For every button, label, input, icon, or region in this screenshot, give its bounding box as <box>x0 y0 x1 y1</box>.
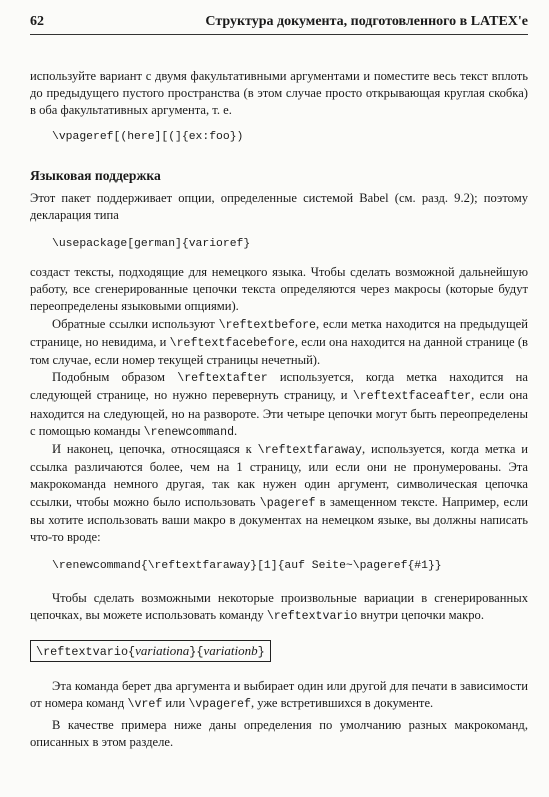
paragraph-7: Чтобы сделать возможными некоторые произвольные вариации в сгенерированных цепочках, вы можете использовать команду \reftextvario внутри цепочки макро. <box>30 591 528 624</box>
paragraph-8: Эта команда берет два аргумента и выбирает один или другой для печати в зависимости от номера команд \vref или \vpageref, уже встретившихся в документе. <box>30 678 528 711</box>
paragraph-5: Подобным образом \reftextafter используется, когда метка находится на следующей странице, но нужно перевернуть страницу, и \reftextfaceafter, если она находится на следующей, но на развороте. Эти четыре цепочки могут быть переопределены с помощью команды \renewcommand. <box>30 370 529 439</box>
paragraph-1: используйте вариант с двумя факультативными аргументами и поместите весь текст вплоть до предыдущего пустого пространства (в этом случае просто открывающая круглая скобка) в оба факультативных аргумента, т. е. <box>30 69 528 118</box>
running-title: Структура документа, подготовленного в LATEX'е <box>205 14 528 29</box>
running-header <box>30 14 528 35</box>
paragraph-3: создаст тексты, подходящие для немецкого языка. Чтобы сделать возможной дальнейшую работу, все сгенерированные цепочки текста определяются через макросы (которые будут переопределены языковыми опциями). <box>30 265 528 314</box>
paragraph-6: И наконец, цепочка, относящаяся к \reftextfaraway, используется, когда метка и ссылка различаются более, чем на 1 страницу, или если они не пронумерованы. Эта макрокоманда немного другая, так как нужен один аргумент, символическая цепочка ссылки, чтобы можно было использовать \pageref в замещенном тексте. Например, если вы хотите использовать ваши макро в документах на немецком языке, вы должны написать что-то вроде: <box>30 442 529 545</box>
section-title: Языковая поддержка <box>30 167 161 183</box>
code-vpageref: \vpageref[(here][(]{ex:foo}) <box>52 130 244 143</box>
code-usepackage: \usepackage[german]{varioref} <box>52 238 251 251</box>
syntax-box: \reftextvario{variationa}{variationb} <box>30 640 271 662</box>
paragraph-4: Обратные ссылки используют \reftextbefore, если метка находится на предыдущей странице, но невидима, и \reftextfacebefore, если она находится на данной странице (в том случае, если номер текущей страницы нечетный). <box>30 316 528 368</box>
page <box>30 14 528 751</box>
paragraph-9: В качестве примера ниже даны определения по умолчанию разных макрокоманд, описанных в этом разделе. <box>30 718 528 750</box>
code-renewcommand: \renewcommand{\reftextfaraway}[1]{auf Seite~\pageref{#1}} <box>52 560 442 573</box>
page-number: 62 <box>30 14 44 29</box>
syntax-box-container <box>30 640 528 662</box>
paragraph-2: Этот пакет поддерживает опции, определенные системой Babel (см. разд. 9.2); поэтому декларация типа <box>30 190 528 222</box>
